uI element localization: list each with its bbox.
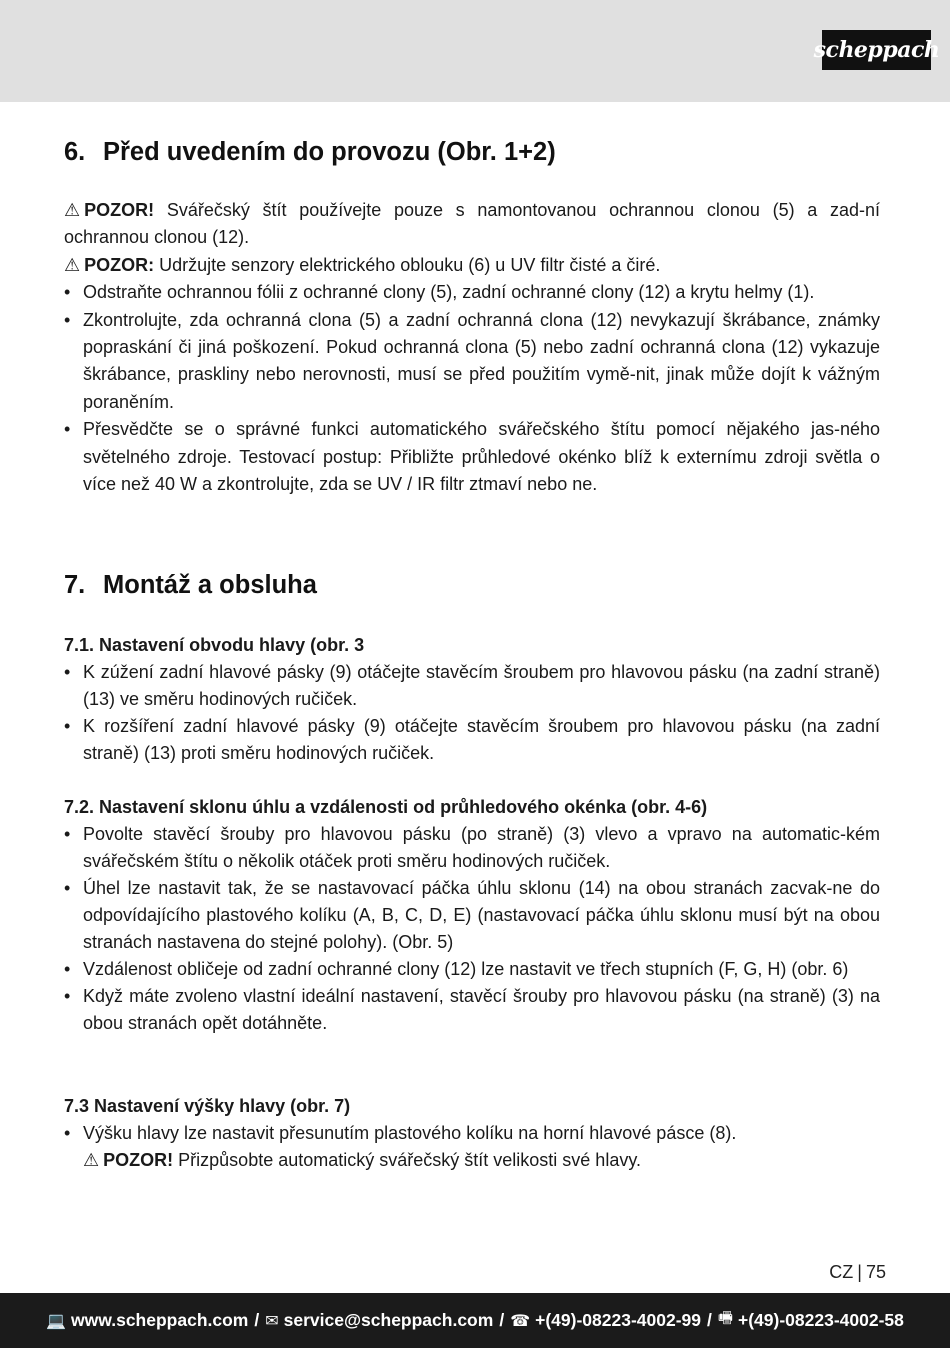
list-item-text: Povolte stavěcí šrouby pro hlavovou pásku (po straně) (3) vlevo a vpravo na automatic-kém svářečském štítu o několik otáček proti směru hodinových ručiček. (83, 824, 880, 871)
email-link[interactable]: service@scheppach.com (283, 1310, 494, 1330)
website-link[interactable]: www.scheppach.com (71, 1310, 249, 1330)
page-number-value: 75 (865, 1262, 886, 1282)
section-6-heading (64, 138, 556, 167)
list-item (64, 956, 880, 983)
list-item (64, 279, 880, 306)
section-number: 6. (64, 138, 86, 166)
warning-label: POZOR! (84, 200, 155, 220)
computer-icon: 💻 (46, 1312, 67, 1330)
warning-text: Udržujte senzory elektrického oblouku (6) u UV filtr čisté a čiré. (159, 254, 661, 275)
subsection-title: 7.2. Nastavení sklonu úhlu a vzdálenosti od průhledového okénka (obr. 4-6) (64, 797, 708, 817)
list-item (64, 983, 880, 1037)
list-item (64, 821, 880, 875)
scheppach-logo: scheppach (822, 30, 931, 70)
separator: / (499, 1310, 505, 1330)
fax-icon: 🖷 (717, 1310, 733, 1327)
bullet-icon: • (64, 716, 71, 736)
section-number: 7. (64, 571, 86, 599)
section-7-heading (64, 571, 317, 600)
warning-icon: ⚠ (64, 254, 81, 275)
list-item-text: Úhel lze nastavit tak, že se nastavovací páčka úhlu sklonu (14) na obou stranách zacvak-ne do odpovídajícího plastového kolíku (A, B, C, D, E) (nastavovací páčka úhlu sklonu musí být na obou stranách nastavena do stejné polohy). (Obr. 5) (83, 878, 880, 952)
phone-icon: ☎ (510, 1312, 531, 1330)
warning-paragraph (64, 252, 880, 279)
fax-number: +(49)-08223-4002-58 (738, 1310, 904, 1330)
header-band (0, 0, 950, 102)
list-item-text: Odstraňte ochrannou fólii z ochranné clony (5), zadní ochranné clony (12) a krytu helmy (1). (83, 282, 815, 303)
bullet-icon: • (64, 309, 71, 330)
bullet-icon: • (64, 1123, 71, 1143)
list-item-text: Zkontrolujte, zda ochranná clona (5) a zadní ochranná clona (12) nevykazují škrábance, známky popraskání či jiná poškození. Pokud ochranná clona (5) nebo zadní ochranná clona (12) vykazuje škrábance, praskliny nebo nerovnosti, musí se před použitím vymě-nit, jinak může dojít k vážným poraněním. (83, 309, 880, 412)
list-item (64, 307, 880, 417)
list-item-text: Když máte zvoleno vlastní ideální nastavení, stavěcí šrouby pro hlavovou pásku (na straně) (3) na obou stranách opět dotáhněte. (83, 986, 880, 1033)
subsection-7-2 (64, 794, 880, 1037)
list-item-text: K zúžení zadní hlavové pásky (9) otáčejte stavěcím šroubem pro hlavovou pásku (na zadní straně) (13) ve směru hodinových ručiček. (83, 662, 880, 709)
bullet-icon: • (64, 878, 71, 898)
warning-icon: ⚠ (64, 200, 81, 220)
warning-text: Přizpůsobte automatický svářečský štít velikosti své hlavy. (178, 1150, 641, 1170)
subsection-7-3 (64, 1093, 880, 1174)
warning-text: Svářečský štít používejte pouze s namontovanou ochrannou clonou (5) a zad-ní ochrannou clonou (12). (64, 200, 880, 248)
footer-bar (0, 1293, 950, 1348)
separator: / (254, 1310, 260, 1330)
list-item (64, 713, 880, 767)
bullet-icon: • (64, 986, 71, 1006)
page-number (829, 1262, 886, 1283)
bullet-icon: • (64, 824, 71, 844)
list-item (64, 416, 880, 498)
phone-number: +(49)-08223-4002-99 (535, 1310, 702, 1330)
section-6-body (64, 197, 880, 498)
language-code: CZ (829, 1262, 854, 1282)
subsection-title: 7.1. Nastavení obvodu hlavy (obr. 3 (64, 635, 365, 655)
bullet-icon: • (64, 282, 71, 303)
warning-label: POZOR: (84, 254, 155, 275)
subsection-7-1 (64, 632, 880, 767)
section-title: Montáž a obsluha (103, 571, 317, 599)
list-item-text: K rozšíření zadní hlavové pásky (9) otáčejte stavěcím šroubem pro hlavovou pásku (na zadní straně) (13) proti směru hodinových ručiček. (83, 716, 880, 763)
bullet-icon: • (64, 959, 71, 979)
list-item (64, 1120, 880, 1174)
section-title: Před uvedením do provozu (Obr. 1+2) (103, 138, 556, 166)
warning-icon: ⚠ (83, 1150, 100, 1170)
page-separator: | (857, 1262, 862, 1282)
list-item (64, 659, 880, 713)
bullet-icon: • (64, 419, 71, 440)
subsection-title: 7.3 Nastavení výšky hlavy (obr. 7) (64, 1096, 351, 1116)
bullet-icon: • (64, 662, 71, 682)
separator: / (707, 1310, 712, 1330)
list-item-text: Přesvědčte se o správné funkci automatického svářečského štítu pomocí nějakého jas-ného světelného zdroje. Testovací postup: Přibližte průhledové okénko blíž k externímu zdroji světla o více než 40 W a zkontrolujte, zda se UV / IR filtr ztmaví nebo ne. (83, 419, 880, 495)
list-item (64, 875, 880, 956)
list-item-text: Vzdálenost obličeje od zadní ochranné clony (12) lze nastavit ve třech stupních (F, G, H) (obr. 6) (83, 959, 849, 979)
warning-label: POZOR! (103, 1150, 174, 1170)
mail-icon: ✉ (265, 1312, 279, 1330)
warning-paragraph (64, 197, 880, 252)
list-item-text: Výšku hlavy lze nastavit přesunutím plastového kolíku na horní hlavové pásce (8). (83, 1123, 737, 1143)
